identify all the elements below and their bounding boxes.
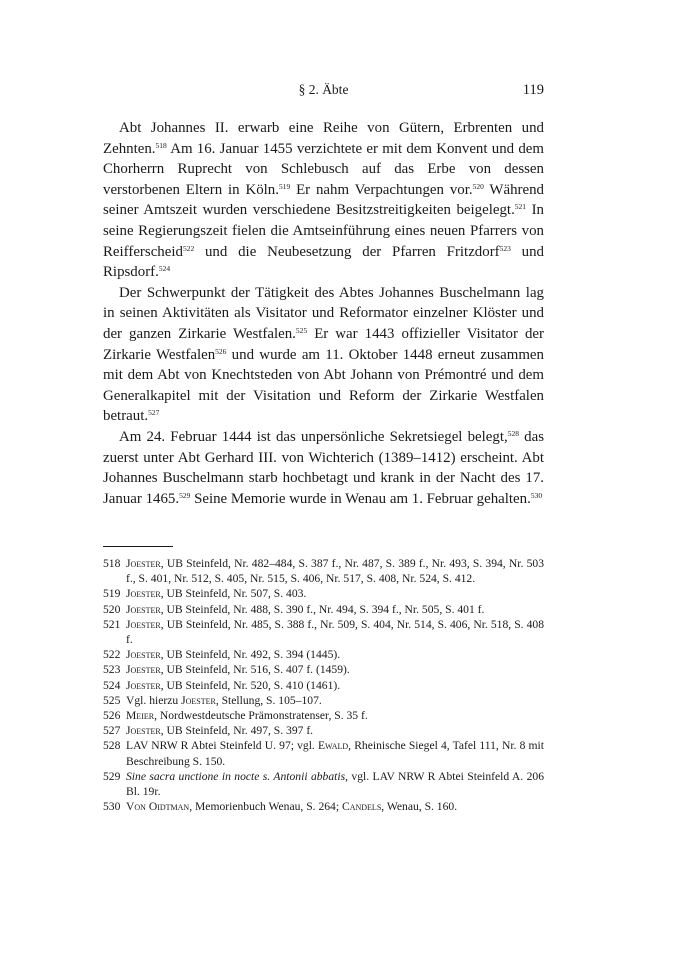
text-run: Abt Johannes II. erwarb eine Reihe von Gütern, Erbrenten und Zehnten. — [103, 120, 544, 157]
footnote-text — [126, 678, 544, 693]
footnote — [103, 678, 544, 693]
footnote-number: 530 — [103, 800, 121, 814]
footnote-number: 518 — [103, 557, 121, 570]
footnote-number: 526 — [103, 709, 121, 723]
footnote-number: 523 — [103, 663, 121, 677]
footnotes — [103, 556, 544, 814]
author-name: Joester — [126, 648, 161, 662]
footnote-ref: 525 — [295, 325, 308, 335]
footnote-ref: 519 — [278, 181, 291, 191]
text-run: , Nordwestdeutsche Prämonstratenser, S. 35 f. — [154, 709, 368, 723]
author-name: Joester — [126, 617, 161, 631]
italic-text: Sine sacra unctione in nocte s. Antonii abbatis — [126, 769, 346, 783]
footnote-ref: 522 — [182, 243, 195, 253]
paragraph — [103, 118, 544, 283]
text-run: , Memorienbuch Wenau, S. 264; — [189, 800, 342, 814]
footnote-text — [126, 662, 544, 677]
text-run: , UB Steinfeld, Nr. 520, S. 410 (1461). — [160, 678, 341, 692]
author-name: Joester — [126, 678, 161, 692]
author-name: Joester — [126, 724, 161, 738]
author-name: Candels — [341, 800, 382, 814]
author-name: Ewald — [317, 739, 349, 753]
footnote-number: 527 — [103, 724, 121, 738]
author-name: Joester — [126, 587, 161, 601]
text-run: LAV NRW R Abtei Steinfeld U. 97; vgl. — [126, 739, 318, 753]
page-number: 119 — [522, 82, 544, 98]
text-run: das zuerst unter Abt Gerhard III. von Wichterich (1389–1412) erscheint. Abt Johannes Buschelmann starb hochbetagt und krank in der Nacht des 17. Januar 1465. — [103, 428, 544, 507]
text-run: , UB Steinfeld, Nr. 488, S. 390 f., Nr. 494, S. 394 f., Nr. 505, S. 401 f. — [160, 602, 485, 616]
footnote-ref: 527 — [148, 408, 160, 418]
footnote-number: 529 — [103, 769, 121, 783]
footnote-number: 522 — [103, 648, 121, 662]
footnote-number: 519 — [103, 587, 121, 601]
footnote-text — [126, 586, 544, 601]
text-run: , UB Steinfeld, Nr. 507, S. 403. — [160, 587, 307, 601]
text-run: Am 24. Februar 1444 ist das unpersönliche Sekretsiegel belegt, — [119, 428, 508, 445]
main-text — [103, 118, 544, 509]
footnote-text — [126, 708, 544, 723]
author-name: Joester — [126, 663, 161, 677]
text-run: , UB Steinfeld, Nr. 492, S. 394 (1445). — [160, 648, 341, 662]
footnote-ref: 518 — [155, 140, 167, 150]
footnote-ref: 520 — [472, 181, 484, 191]
running-title: § 2. Äbte — [298, 82, 349, 97]
author-name: Joester — [126, 557, 161, 570]
footnote-ref: 526 — [215, 346, 227, 356]
footnote — [103, 617, 544, 647]
footnote-text — [126, 799, 544, 814]
footnote-ref: 521 — [514, 202, 527, 212]
footnote-number: 521 — [103, 617, 121, 631]
footnote-text — [126, 602, 544, 617]
footnote-ref: 528 — [507, 428, 519, 438]
text-run: und die Neubesetzung der Pfarren Fritzdorf — [194, 243, 500, 260]
text-run: , UB Steinfeld, Nr. 516, S. 407 f. (1459). — [160, 663, 350, 677]
footnote — [103, 708, 544, 723]
text-run: und Ripsdorf. — [103, 243, 544, 281]
footnote — [103, 799, 544, 814]
text-run: , UB Steinfeld, Nr. 482–484, S. 387 f., Nr. 487, S. 389 f., Nr. 493, S. 394, Nr. 503 f., S. 401, Nr. 512, S. 405, Nr. 515, S. 406, Nr. 517, S. 408, Nr. 524, S. 412. — [126, 557, 544, 586]
footnote-text — [126, 738, 544, 768]
footnote-ref: 530 — [530, 490, 543, 500]
text-run: , UB Steinfeld, Nr. 497, S. 397 f. — [160, 724, 314, 738]
footnote — [103, 662, 544, 677]
text-run: Er nahm Verpachtungen vor. — [290, 181, 473, 198]
page-text-block — [103, 82, 544, 509]
footnote-number: 528 — [103, 739, 121, 753]
text-run: Vgl. hierzu — [126, 693, 182, 707]
footnote-text — [126, 647, 544, 662]
paragraph — [103, 283, 544, 427]
text-run: , Wenau, S. 160. — [381, 800, 458, 814]
footnote — [103, 556, 544, 586]
running-header — [103, 82, 544, 104]
footnote — [103, 602, 544, 617]
footnote-text — [126, 693, 544, 708]
footnote — [103, 769, 544, 799]
footnote-text — [126, 556, 544, 586]
footnote-number: 525 — [103, 693, 121, 707]
footnote — [103, 738, 544, 768]
footnote — [103, 693, 544, 708]
footnote-ref: 529 — [179, 490, 191, 500]
footnote — [103, 647, 544, 662]
text-run: Während seiner Amtszeit wurden verschiedene Besitzstreitigkeiten beigelegt. — [103, 181, 544, 219]
author-name: Joester — [181, 693, 216, 707]
footnote-number: 524 — [103, 678, 121, 692]
author-name: Meier — [126, 709, 155, 723]
footnote-text — [126, 723, 544, 738]
text-run: , Rheinische Siegel 4, Tafel 111, Nr. 8 mit Beschreibung S. 150. — [126, 739, 544, 768]
author-name: Joester — [126, 602, 161, 616]
paragraph — [103, 427, 544, 509]
text-run: , vgl. LAV NRW R Abtei Steinfeld A. 206 Bl. 19r. — [126, 769, 544, 799]
footnote-text — [126, 769, 544, 799]
text-run: , UB Steinfeld, Nr. 485, S. 388 f., Nr. 509, S. 404, Nr. 514, S. 406, Nr. 518, S. 408 f. — [126, 617, 544, 647]
footnote-ref: 524 — [158, 264, 171, 274]
author-name: Von Oidtman — [126, 800, 190, 814]
footnote — [103, 723, 544, 738]
footnote-ref: 523 — [499, 243, 511, 253]
text-run: Am 16. Januar 1455 verzichtete er mit dem Konvent und dem Chorherrn Ruprecht von Schlebusch auf das Erbe von dessen verstorbenen Eltern in Köln. — [103, 140, 544, 198]
text-run: In seine Regierungszeit fielen die Amtseinführung eines neuen Pfarrers von Reifferscheid — [103, 202, 544, 260]
text-run: Der Schwerpunkt der Tätigkeit des Abtes Johannes Buschelmann lag in seinen Aktivitäten als Visitator und Reformator einzelner Klöster und der ganzen Zirkarie Westfalen. — [103, 284, 544, 342]
text-run: Er war 1443 offizieller Visitator der Zirkarie Westfalen — [103, 325, 544, 363]
text-run: Seine Memorie wurde in Wenau am 1. Februar gehalten. — [190, 490, 531, 507]
footnote-number: 520 — [103, 602, 121, 616]
text-run: und wurde am 11. Oktober 1448 erneut zusammen mit dem Abt von Knechtsteden von Abt Johann von Prémontré und dem Generalkapitel mit der Visitation und Reform der Zirkarie Westfalen betraut. — [103, 346, 544, 425]
footnote-text — [126, 617, 544, 647]
footnote — [103, 586, 544, 601]
footnote-divider — [103, 546, 173, 547]
text-run: , Stellung, S. 105–107. — [215, 693, 322, 707]
